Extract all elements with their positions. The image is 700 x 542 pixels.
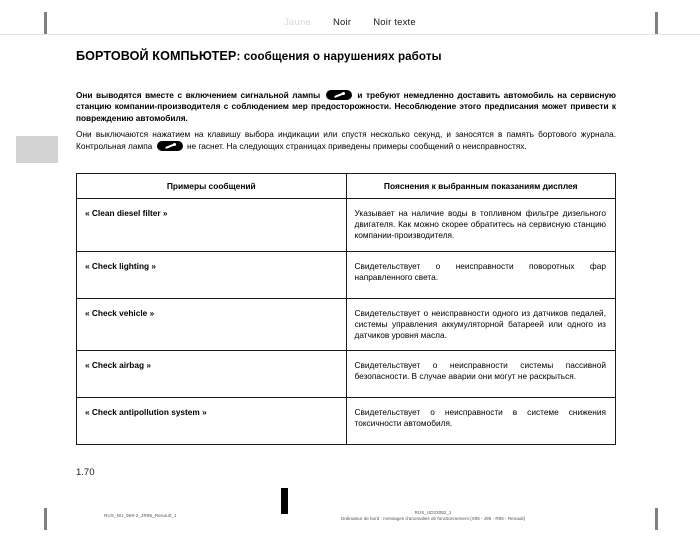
table-header-explanations: Пояснения к выбранным показаниям дисплея [346, 174, 616, 199]
page-title-subtitle: : сообщения о нарушениях работы [236, 50, 442, 63]
messages-table [76, 173, 616, 445]
table-header-messages: Примеры сообщений [77, 174, 347, 199]
table-row [77, 351, 616, 398]
table-cell-message: « Clean diesel filter » [77, 199, 347, 252]
section-margin-tab [16, 136, 58, 163]
page-content [76, 48, 616, 445]
table-cell-explanation: Свидетельствует о неисправности поворотных фар направленного света. [346, 251, 616, 298]
service-warning-lamp-icon-2 [157, 141, 183, 151]
header-divider [0, 34, 700, 35]
table-row [77, 251, 616, 298]
footer-left-code: RUS_NU_969-2_JR95_Renault_1 [104, 513, 177, 518]
footer-right-block [313, 510, 553, 522]
table-cell-explanation: Свидетельствует о неисправности в системе снижения токсичности автомобиля. [346, 398, 616, 445]
registration-bar [281, 488, 288, 514]
table-row [77, 199, 616, 252]
intro-paragraph-bold [76, 90, 616, 124]
service-warning-lamp-icon [326, 90, 352, 100]
table-header-row [77, 174, 616, 199]
table-cell-explanation: Свидетельствует о неисправности одного из датчиков педалей, системы управления аккумуляторной батареей или одного из датчиков уровня масла. [346, 298, 616, 351]
table-row [77, 398, 616, 445]
table-cell-message: « Check lighting » [77, 251, 347, 298]
page-title-main: БОРТОВОЙ КОМПЬЮТЕР [76, 49, 237, 63]
intro-bold-text-1: Они выводятся вместе с включением сигнальной лампы [76, 90, 321, 100]
table-cell-explanation: Указывает на наличие воды в топливном фильтре дизельного двигателя. Как можно скорее обратитесь на сервисную станцию компании-производителя. [346, 199, 616, 252]
crop-mark-bottom-right [655, 508, 658, 530]
footer-document-title: Ordinateur de bord : messages d'anomalies de fonctionnement (X95 - J95 - R95 - Renault) [340, 516, 526, 521]
color-legend-noir: Noir [333, 16, 352, 28]
table-row [77, 298, 616, 351]
color-legend-jaune: Jaune [284, 16, 311, 28]
intro-bold-text-2: и требуют немедленно доставить автомобиль на сервисную станцию компании-производителя с соблюдением мер предосторожности. Несоблюдение этого предписания может привести к повреждению автомобиля. [76, 90, 616, 123]
footer-document-code: RUS_UD23082_1 [414, 510, 452, 515]
intro-plain-text-1: Они выключаются нажатием на клавишу выбора индикации или спустя несколько секунд, и заносятся в память бортового журнала. Контрольная лампа [76, 129, 616, 151]
table-cell-message: « Check vehicle » [77, 298, 347, 351]
table-cell-explanation: Свидетельствует о неисправности системы пассивной безопасности. В случае аварии они могут не раскрыться. [346, 351, 616, 398]
table-cell-message: « Check airbag » [77, 351, 347, 398]
table-body [77, 199, 616, 445]
page-number: 1.70 [76, 467, 95, 478]
color-separation-legend [0, 14, 700, 30]
intro-paragraph-plain [76, 129, 616, 152]
intro-plain-text-2: не гаснет. На следующих страницах приведены примеры сообщений о неисправностях. [186, 140, 527, 151]
table-head [77, 174, 616, 199]
page-title [76, 48, 616, 65]
color-legend-noir-texte: Noir texte [373, 16, 416, 28]
crop-mark-bottom-left [44, 508, 47, 530]
table-cell-message: « Check antipollution system » [77, 398, 347, 445]
